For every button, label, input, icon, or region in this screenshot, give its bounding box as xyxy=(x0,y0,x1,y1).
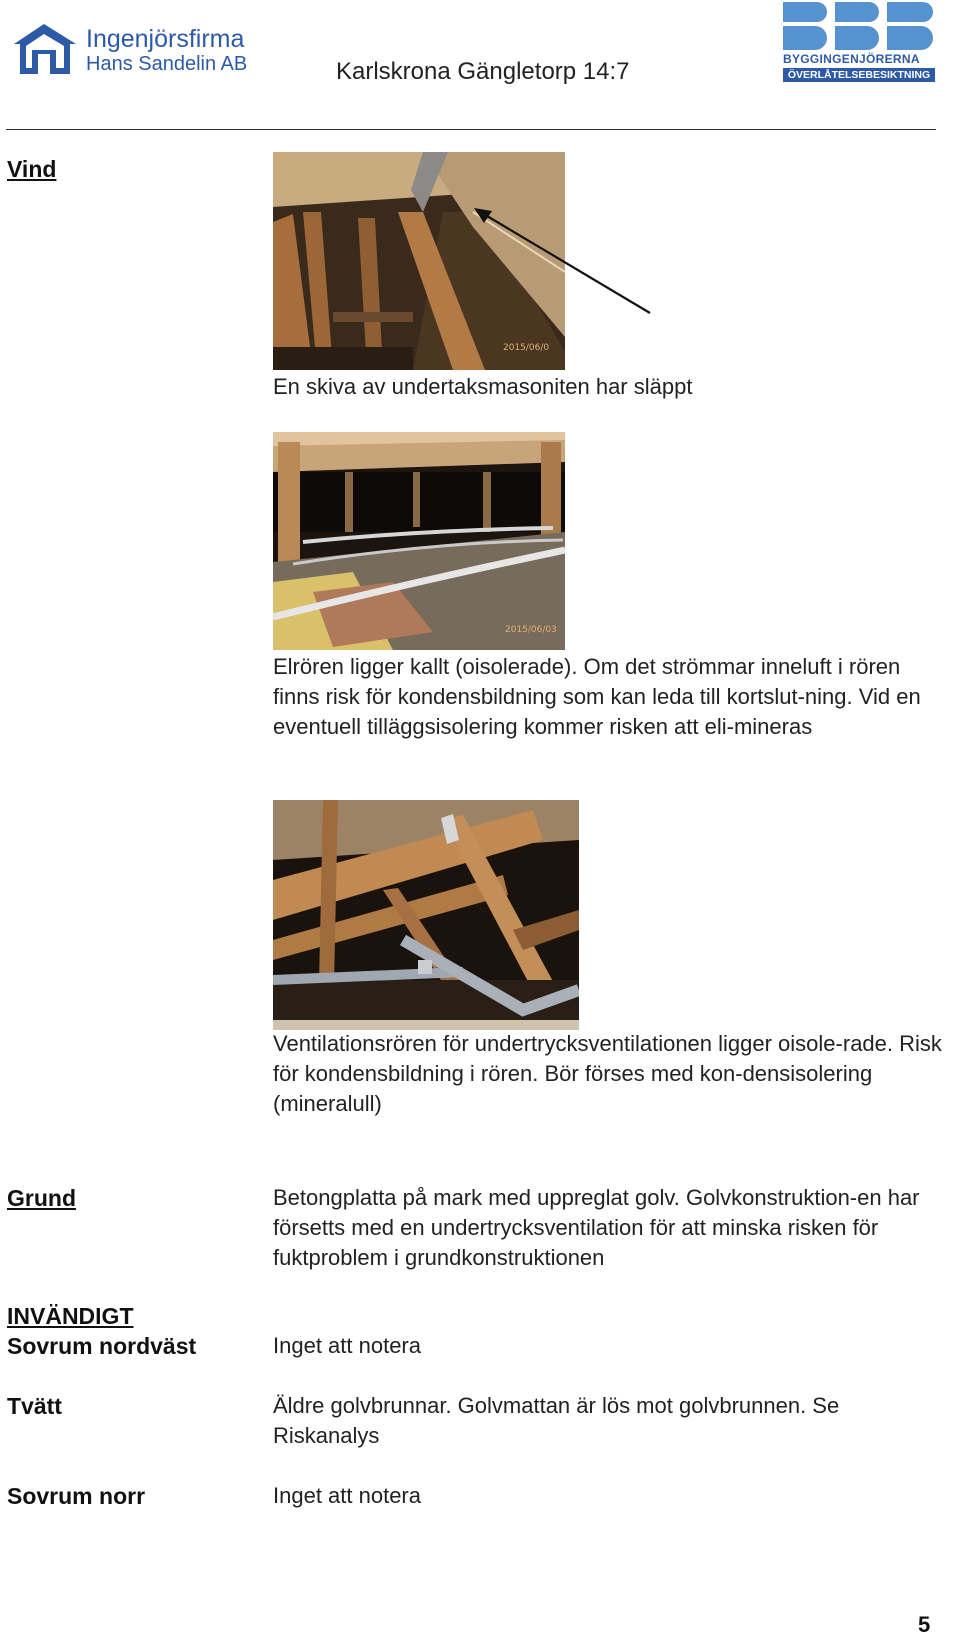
photo-attic-cables xyxy=(273,432,565,650)
room-text-sovrum-norr: Inget att notera xyxy=(273,1483,421,1508)
company-name-line1: Ingenjörsfirma xyxy=(86,25,245,53)
document-title: Karlskrona Gängletorp 14:7 xyxy=(336,58,630,85)
partner-name: BYGGINGENJÖRERNA xyxy=(783,52,920,66)
photo1-date-stamp: 2015/06/0 xyxy=(503,343,550,353)
room-name-sovrum-norr: Sovrum norr xyxy=(7,1483,146,1509)
company-name-line2: Hans Sandelin AB xyxy=(86,53,248,75)
photo2-date-stamp: 2015/06/03 xyxy=(505,625,557,635)
arrow-indicator-icon xyxy=(470,205,660,320)
room-name-tvatt: Tvätt xyxy=(7,1393,62,1419)
house-logo-icon xyxy=(10,20,80,76)
section-heading-invandigt: INVÄNDIGT xyxy=(7,1303,134,1329)
partner-tagline: ÖVERLÅTELSEBESIKTNING xyxy=(783,68,935,82)
caption-cables: Elrören ligger kallt (oisolerade). Om det strömmar inneluft i rören finns risk för kondensbildning som kan leda till kortslut-ning. Vid en eventuell tilläggsisolering kommer risken att eli-mineras xyxy=(273,654,921,739)
partner-logo xyxy=(783,2,935,82)
company-logo xyxy=(10,20,260,82)
photo-attic-ventilation-pipes xyxy=(273,800,579,1030)
room-name-sovrum-nordvast: Sovrum nordväst xyxy=(7,1333,197,1359)
section-heading-grund: Grund xyxy=(7,1185,76,1211)
grund-text: Betongplatta på mark med uppreglat golv. Golvkonstruktion-en har försetts med en undertrycksventilation för att minska risken för fuktproblem i grundkonstruktionen xyxy=(273,1185,920,1270)
room-text-sovrum-nordvast: Inget att notera xyxy=(273,1333,421,1358)
page-number: 5 xyxy=(918,1612,931,1637)
section-heading-vind: Vind xyxy=(7,156,57,182)
partner-logo-blocks-bottom xyxy=(783,26,933,52)
caption-ventilation: Ventilationsrören för undertrycksventilationen ligger oisole-rade. Risk för kondensbildning i rören. Bör förses med kon-densisolering (mineralull) xyxy=(273,1031,942,1116)
partner-logo-blocks-top xyxy=(783,2,933,22)
caption-masonite: En skiva av undertaksmasoniten har släppt xyxy=(273,374,693,399)
header-divider xyxy=(6,129,936,130)
room-text-tvatt: Äldre golvbrunnar. Golvmattan är lös mot golvbrunnen. Se Riskanalys xyxy=(273,1393,840,1448)
